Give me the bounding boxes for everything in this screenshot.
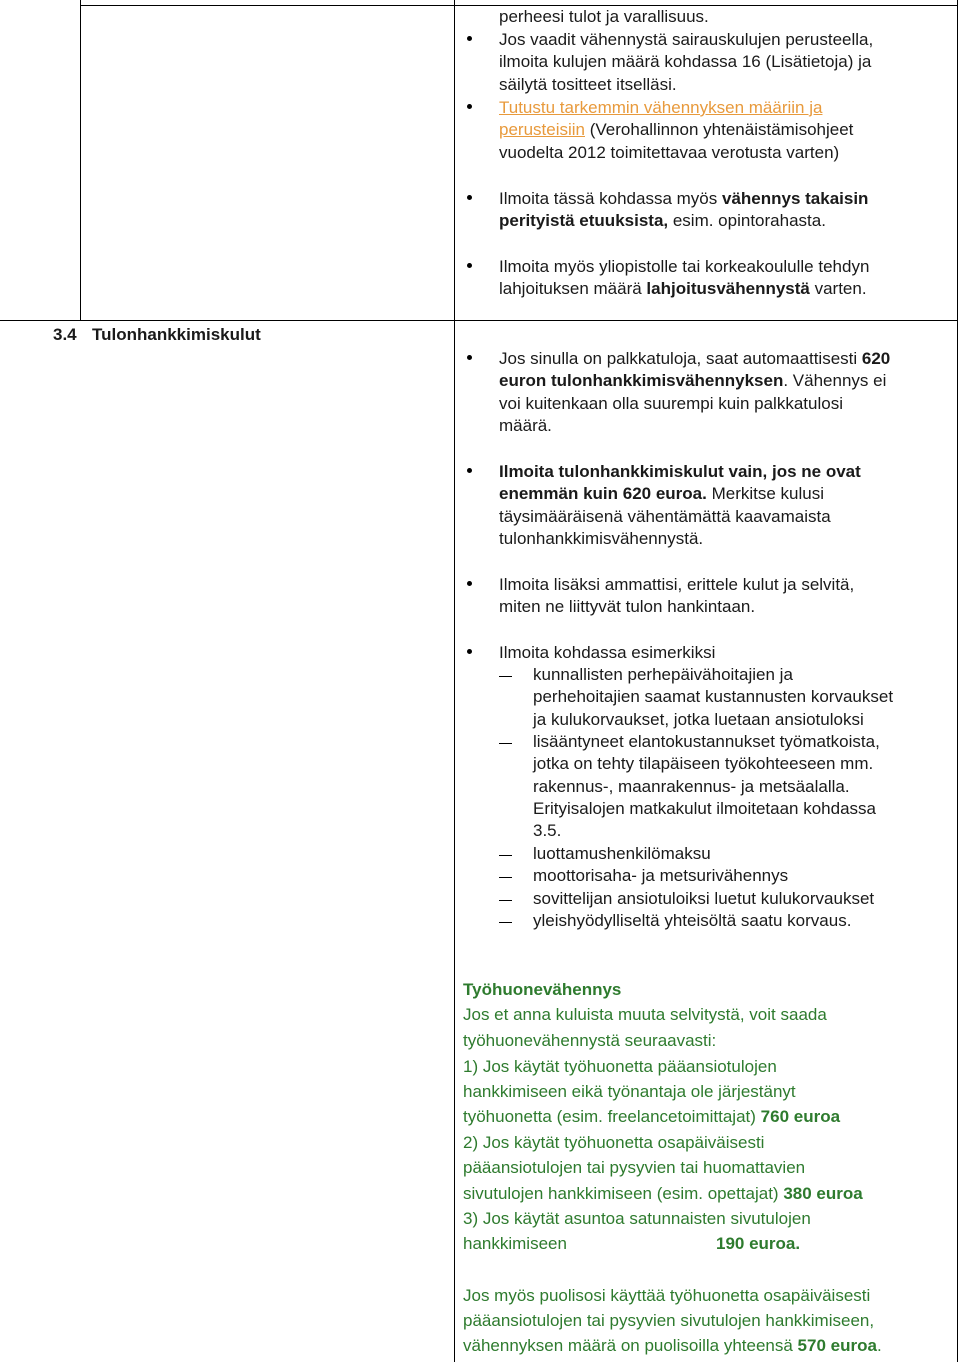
bullet-icon [467,468,472,473]
bullet-sairauskulut-l1: Jos vaadit vähennystä sairauskulujen perusteella, [499,30,874,49]
section-title: Tulonhankkimiskulut [92,325,261,344]
ohje-link-l1[interactable] [499,97,822,120]
dash-icon [499,743,512,744]
table-row-divider [0,320,958,321]
sub2-l3: rakennus-, maanrakennus- ja metsäalalla. [533,777,850,796]
palkkatulot-l4: määrä. [499,416,552,435]
sub2-l2: jotka on tehty tilapäiseen työkohteeseen mm. [533,754,874,773]
item2-l3: sivutulojen hankkimiseen (esim. opettajat) 380 euroa [463,1184,863,1203]
item2-l1: 2) Jos käytät työhuonetta osapäiväisesti [463,1133,765,1152]
dash-icon [499,900,512,901]
tyohuone-intro-l2: työhuonevähennystä seuraavasti: [463,1031,717,1050]
dash-icon [499,855,512,856]
ammatti-l2: miten ne liittyvät tulon hankintaan. [499,597,756,616]
bullet-icon [467,355,472,360]
item3-l2: hankkimiseen [463,1234,567,1253]
item1-amount: 760 euroa [760,1107,841,1126]
ohje-line3: vuodelta 2012 toimitettavaa verotusta varten) [499,143,840,162]
section-number: 3.4 [53,325,77,344]
sub2-l1: lisääntyneet elantokustannukset työmatkoista, [533,732,880,751]
sub4: moottorisaha- ja metsurivähennys [533,866,789,885]
bullet-sairauskulut-l2: ilmoita kulujen määrä kohdassa 16 (Lisätietoja) ja [499,52,872,71]
bullet-icon [467,195,472,200]
dash-icon [499,877,512,878]
item2-amount: 380 euroa [783,1184,863,1203]
bullet-icon [467,104,472,109]
lahjoitus-l1: Ilmoita myös yliopistolle tai korkeakoululle tehdyn [499,257,870,276]
ohje-link[interactable]: perusteisiin [499,120,585,139]
item1-l1: 1) Jos käytät työhuonetta pääansiotulojen [463,1057,777,1076]
item3-amount: 190 euroa. [716,1234,801,1253]
bullet-sairauskulut-l3: säilytä tositteet itselläsi. [499,75,677,94]
dash-icon [499,922,512,923]
bullet-icon [467,36,472,41]
ammatti-l1: Ilmoita lisäksi ammattisi, erittele kulut ja selvitä, [499,575,855,594]
continuation-line: perheesi tulot ja varallisuus. [499,7,709,26]
item1-l3: työhuonetta (esim. freelancetoimittajat) 760 euroa [463,1107,841,1126]
tyohuone-intro-l1: Jos et anna kuluista muuta selvitystä, voit saada [463,1005,827,1024]
spouse-amount: 570 euroa [797,1336,877,1355]
palkkatulot-l3: voi kuitenkaan olla suurempi kuin palkkatulosi [499,394,843,413]
spouse-l3: vähennyksen määrä on puolisoilla yhteensä 570 euroa. [463,1336,882,1355]
esimerkit-intro: Ilmoita kohdassa esimerkiksi [499,643,716,662]
kulut-l2: enemmän kuin 620 euroa. Merkitse kulusi [499,484,825,503]
takaisinperinta-l2: perityistä etuuksista, esim. opintorahasta. [499,211,826,230]
item1-l2: hankkimiseen eikä työnantaja ole järjestänyt [463,1082,796,1101]
sub2-l5: 3.5. [533,821,562,840]
spouse-l2: pääansiotulojen tai pysyvien sivutulojen hankkimiseen, [463,1311,875,1330]
tyohuone-title: Työhuonevähennys [463,980,622,999]
sub1-l2: perhehoitajien saamat kustannusten korvaukset [533,687,894,706]
table-border-left [80,0,81,320]
bullet-icon [467,581,472,586]
table-divider-col [454,0,455,1362]
palkkatulot-l1: Jos sinulla on palkkatuloja, saat automaattisesti 620 [499,349,891,368]
kulut-l4: tulonhankkimisvähennystä. [499,529,704,548]
sub2-l4: Erityisalojen matkakulut ilmoitetaan kohdassa [533,799,877,818]
item3-l1: 3) Jos käytät asuntoa satunnaisten sivutulojen [463,1209,811,1228]
dash-icon [499,676,512,677]
sub5: sovittelijan ansiotuloiksi luetut kulukorvaukset [533,889,875,908]
palkkatulot-l2: euron tulonhankkimisvähennyksen. Vähennys ei [499,371,887,390]
takaisinperinta-l1: Ilmoita tässä kohdassa myös vähennys takaisin [499,189,869,208]
ohje-link[interactable]: Tutustu tarkemmin vähennyksen määriin ja [499,98,823,117]
sub1-l1: kunnallisten perhepäivähoitajien ja [533,665,793,684]
item2-l2: pääansiotulojen tai pysyvien tai huomattavien [463,1158,806,1177]
table-border-right [957,0,958,1362]
kulut-l3: täysimääräisenä vähentämättä kaavamaista [499,507,831,526]
bullet-icon [467,649,472,654]
sub1-l3: ja kulukorvaukset, jotka luetaan ansiotuloksi [533,710,864,729]
ohje-text: (Verohallinnon yhtenäistämisohjeet [589,120,854,139]
bullet-icon [467,263,472,268]
sub3: luottamushenkilömaksu [533,844,711,863]
lahjoitus-l2: lahjoituksen määrä lahjoitusvähennystä varten. [499,279,867,298]
spouse-l1: Jos myös puolisosi käyttää työhuonetta osapäiväisesti [463,1286,871,1305]
kulut-l1: Ilmoita tulonhankkimiskulut vain, jos ne ovat [499,462,861,481]
sub6: yleishyödylliseltä yhteisöltä saatu korvaus. [533,911,852,930]
ohje-line2 [499,119,853,142]
